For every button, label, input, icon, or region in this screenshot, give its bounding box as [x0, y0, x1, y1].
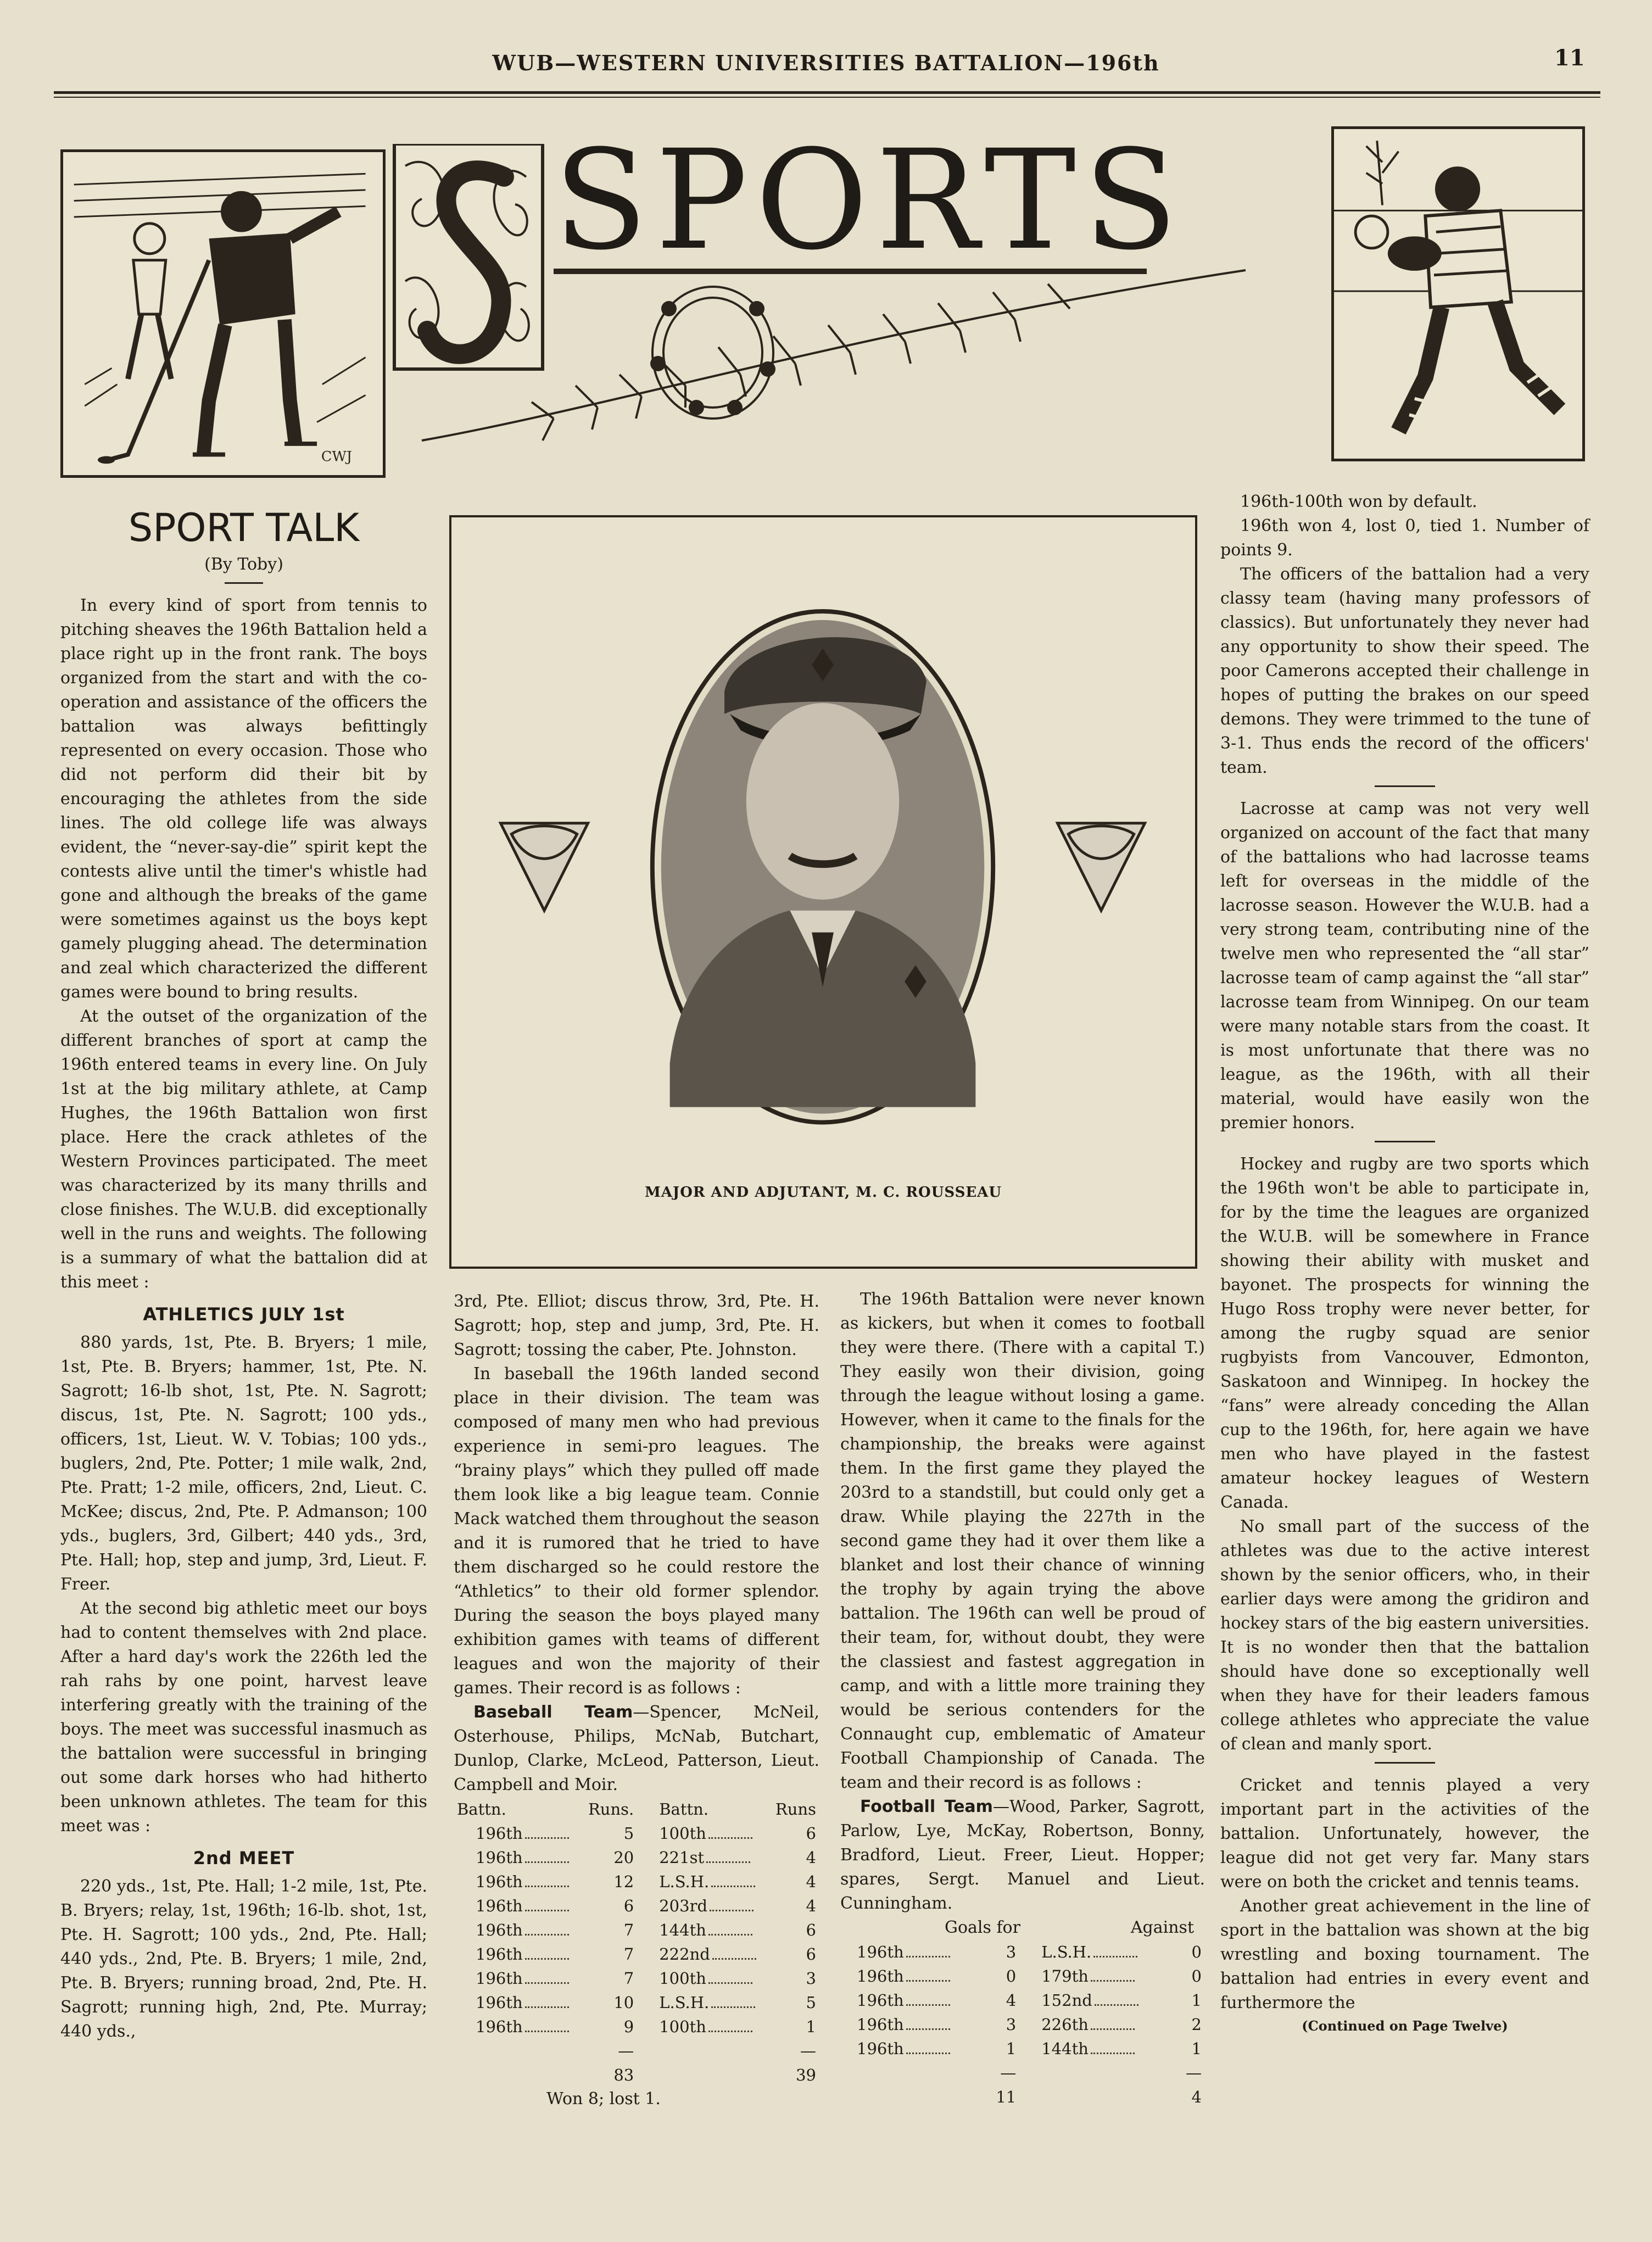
table-row: 196th 0 179th 0 — [857, 1967, 1202, 1986]
paragraph: No small part of the success of the athletes was due to the active interest shown by the senior officers, who, in their earlier days were among the gridiron and hockey stars of the big eastern universities. It is no wonder then that the battalion should have done so exceptionally well when they have for their leaders famous college athletes who appreciate the value of clean and manly sport. — [1220, 1517, 1589, 1754]
table-row: 196th 9 100th 1 — [476, 2017, 816, 2036]
page-number: 11 — [1554, 45, 1585, 71]
football-illustration — [1331, 126, 1585, 461]
paragraph: Cricket and tennis played a very important part in the activities of the battalion. Unfortunately, however, the league did not get very far. Many stars were on both the cricket and tennis teams. — [1220, 1776, 1589, 1892]
table-total — [840, 2085, 1205, 2109]
masthead-title: SPORTS — [554, 120, 1186, 280]
article-title: SPORT TALK — [128, 505, 360, 550]
hockey-illustration — [60, 149, 386, 478]
section-divider — [1375, 1762, 1435, 1764]
paragraph: Another great achievement in the line of sport in the battalion was shown at the big wrestling and boxing tournament. The battalion had entries in every event and furthermore the — [1220, 1897, 1589, 2012]
paragraph: Hockey and rugby are two sports which the 196th won't be able to participate in, for by the time the leagues are organized the W.U.B. will be somewhere in France showing their ability with musket and bayonet. The prospects for winning the Hugo Ross trophy were never better, for among the rugby squad are senior rugbyists from Vancouver, Edmonton, Saskatoon and Winnipeg. In hockey the “fans” were already conceding the Allan cup to the 196th, for, here again we have men who have played in the fastest amateur hockey leagues of Western Canada. — [1220, 1155, 1589, 1512]
football-table — [840, 1940, 1205, 2109]
sports-masthead — [389, 120, 1246, 479]
line: 196th-100th won by default. — [1240, 492, 1477, 511]
section-heading: 2nd MEET — [193, 1848, 295, 1869]
table-row: 196th 10 L.S.H. 5 — [476, 1993, 816, 2012]
table-header — [454, 1797, 819, 1821]
table-row: 196th 4 152nd 1 — [857, 1991, 1202, 2010]
section-divider — [1375, 1141, 1435, 1142]
team-roster — [454, 1700, 819, 1797]
section-heading: ATHLETICS JULY 1st — [143, 1304, 345, 1325]
table-row: 196th 5 100th 6 — [476, 1824, 816, 1843]
table-rule: — — — [618, 2042, 816, 2060]
paragraph: In every kind of sport from tennis to pitching sheaves the 196th Battalion held a place right up in the front rank. The boys organized from the start and with the co-operation and assistance of the officers the battalion was always befittingly represented on every occasion. Those who did not perform did their bit by encouraging the athletes from the side lines. The old college life was always evident, the “never-say-die” spirit kept the contests alive until the timer's whistle had gone and although the breaks of the game were sometimes against us the boys kept gamely plugging ahead. The determination and zeal which characterized the different games were bound to bring results. — [60, 596, 427, 1002]
football-table-header — [840, 1916, 1205, 1940]
column-2 — [454, 1290, 819, 2111]
total-for: 83 — [613, 2066, 634, 2084]
table-row: 196th 7 100th 3 — [476, 1969, 816, 1988]
header-rule-thin — [54, 97, 1600, 98]
total-against: 39 — [796, 2066, 816, 2084]
paragraph: 3rd, Pte. Elliot; discus throw, 3rd, Pte. H. Sagrott; hop, step and jump, 3rd, Pte. H. Sagrott; tossing the caber, Pte. Johnston. — [454, 1292, 819, 1359]
team-label: Football Team — [860, 1797, 993, 1816]
col-header: Battn. — [457, 1800, 506, 1819]
photo-caption: MAJOR AND ADJUTANT, M. C. ROUSSEAU — [644, 1184, 1002, 1201]
team-names: —Wood, Parker, Sagrott, Parlow, Lye, McKay, Robertson, Bonny, Bradford, Lieut. Freer, Lieut. Hopper; spares, Sergt. Manuel and Lieut. Cunningham. — [840, 1797, 1205, 1913]
col-header: Runs. — [588, 1800, 634, 1819]
team-label: Baseball Team — [473, 1703, 633, 1722]
paragraph: Lacrosse at camp was not very well organized on account of the fact that many of the battalions who had lacrosse teams left for overseas in the middle of the lacrosse season. However the W.U.B. had a very strong team, contributing nine of the twelve men who represented the “all star” lacrosse team of camp against the “all star” lacrosse team from Winnipeg. On our team were many notable stars from the coast. It is most unfortunate that there was no league, as the 196th, with all their material, would have easily won the premier honors. — [1220, 799, 1589, 1133]
byline: (By Toby) — [204, 555, 283, 574]
table-row: 196th 6 203rd 4 — [476, 1897, 816, 1915]
column-1 — [60, 503, 427, 2044]
table-total — [454, 2063, 819, 2087]
right-ornament — [1057, 823, 1145, 911]
total-against: 4 — [1191, 2088, 1202, 2106]
artist-signature: CWJ — [321, 448, 352, 465]
table-rule: — — — [1000, 2063, 1202, 2082]
continued-note: (Continued on Page Twelve) — [1302, 2018, 1508, 2034]
table-row: 196th 3 L.S.H. 0 — [857, 1943, 1202, 1961]
paragraph: At the outset of the organization of the different branches of sport at camp the 196th entered teams in every line. On July 1st at the big military athlete, at Camp Hughes, the 196th Battalion won first place. Here the crack athletes of the Western Provinces participated. The meet was characterized by its many thrills and close finishes. The W.U.B. did exceptionally well in the runs and weights. The following is a summary of what the battalion did at this meet : — [60, 1007, 427, 1292]
running-head: WUB—WESTERN UNIVERSITIES BATTALION—196th — [492, 51, 1160, 75]
title-divider — [225, 582, 263, 584]
total-for: 11 — [996, 2088, 1017, 2106]
section-divider — [1375, 785, 1435, 787]
goals-for-label: Goals for — [945, 1918, 1020, 1937]
baseball-result: Won 8; lost 1. — [546, 2089, 661, 2109]
paragraph: In baseball the 196th landed second place in their division. The team was composed of many men who had previous experience in semi-pro leagues. The “brainy plays” which they pulled off made them look like a big league team. Connie Mack watched them throughout the season and it is rumored that he tried to have them discharged so he could restore the “Athletics” to their old former splendor. During the season the boys played many exhibition games with teams of different leagues and won the majority of their games. Their record is as follows : — [454, 1364, 819, 1698]
baseball-table — [454, 1797, 819, 2087]
column-4 — [1220, 490, 1589, 2037]
header-rule — [54, 91, 1600, 94]
paragraph: 880 yards, 1st, Pte. B. Bryers; 1 mile, 1st, Pte. B. Bryers; hammer, 1st, Pte. N. Sagrott; 16-lb shot, 1st, Pte. N. Sagrott; discus, 1st, Pte. N. Sagrott; 100 yds., officers, 1st, Lieut. W. V. Tobias; 100 yds., buglers, 2nd, Pte. Potter; 1 mile walk, 2nd, Pte. Pratt; 1-2 mile, officers, 2nd, Lieut. C. McKee; discus, 2nd, Pte. P. Admanson; 100 yds., buglers, 3rd, Gilbert; 440 yds., 3rd, Pte. Hall; hop, step and jump, 3rd, Lieut. F. Freer. — [60, 1333, 427, 1594]
against-label: Against — [1130, 1918, 1194, 1937]
team-roster — [840, 1795, 1205, 1916]
paragraph: At the second big athletic meet our boys had to content themselves with 2nd place. After a hard day's work the 226th led the rah rahs by one point, harvest leave interfering greatly with the training of the boys. The meet was successful inasmuch as the battalion were successful in bringing out some dark horses who had hitherto been unknown athletes. The team for this meet was : — [60, 1599, 427, 1836]
table-row: 196th 1 144th 1 — [857, 2039, 1202, 2058]
table-row: 196th 7 144th 6 — [476, 1921, 816, 1939]
column-3 — [840, 1287, 1205, 2109]
table-row: 196th 20 221st 4 — [476, 1848, 816, 1867]
paragraph: The 196th Battalion were never known as kickers, but when it comes to football they were there. (There with a capital T.) They easily won their division, going through the league without losing a game. However, when it came to the finals for the championship, the breaks were against them. In the first game they played the 203rd to a standstill, but could only get a draw. While playing the 227th in the second game they had it over them like a blanket and lost their chance of winning the trophy by again trying the above battalion. The 196th can well be proud of their team, for, without doubt, they were the classiest and fastest aggregation in camp, and with a little more training they would be serious contenders for the Connaught cup, emblematic of Amateur Football Championship of Canada. The team and their record is as follows : — [840, 1290, 1205, 1792]
left-ornament — [500, 823, 588, 911]
table-row: 196th 3 226th 2 — [857, 2015, 1202, 2034]
col-header: Battn. — [659, 1800, 709, 1819]
col-header: Runs — [775, 1800, 816, 1819]
portrait-box — [449, 515, 1197, 1269]
team-names: —Spencer, McNeil, Osterhouse, Philips, McNab, Butchart, Dunlop, Clarke, McLeod, Patterson, Lieut. Campbell and Moir. — [454, 1703, 819, 1794]
paragraph: 220 yds., 1st, Pte. Hall; 1-2 mile, 1st, Pte. B. Bryers; relay, 1st, 196th; 16-lb. shot, 1st, Pte. H. Sagrott; 100 yds., 2nd, Pte. Hall; 440 yds., 2nd, Pte. B. Bryers; 1 mile, 2nd, Pte. B. Bryers; running broad, 2nd, Pte. H. Sagrott; running high, 2nd, Pte. Murray; 440 yds., — [60, 1877, 427, 2041]
paragraph: The officers of the battalion had a very classy team (having many professors of classics). But unfortunately they never had any opportunity to show their speed. The poor Camerons accepted their challenge in hopes of putting the brakes on our speed demons. They were trimmed to the tune of 3-1. Thus ends the record of the officers' team. — [1220, 565, 1589, 777]
line: 196th won 4, lost 0, tied 1. Number of points 9. — [1220, 516, 1589, 560]
table-row: 196th 12 L.S.H. 4 — [476, 1872, 816, 1891]
table-row: 196th 7 222nd 6 — [476, 1945, 816, 1964]
